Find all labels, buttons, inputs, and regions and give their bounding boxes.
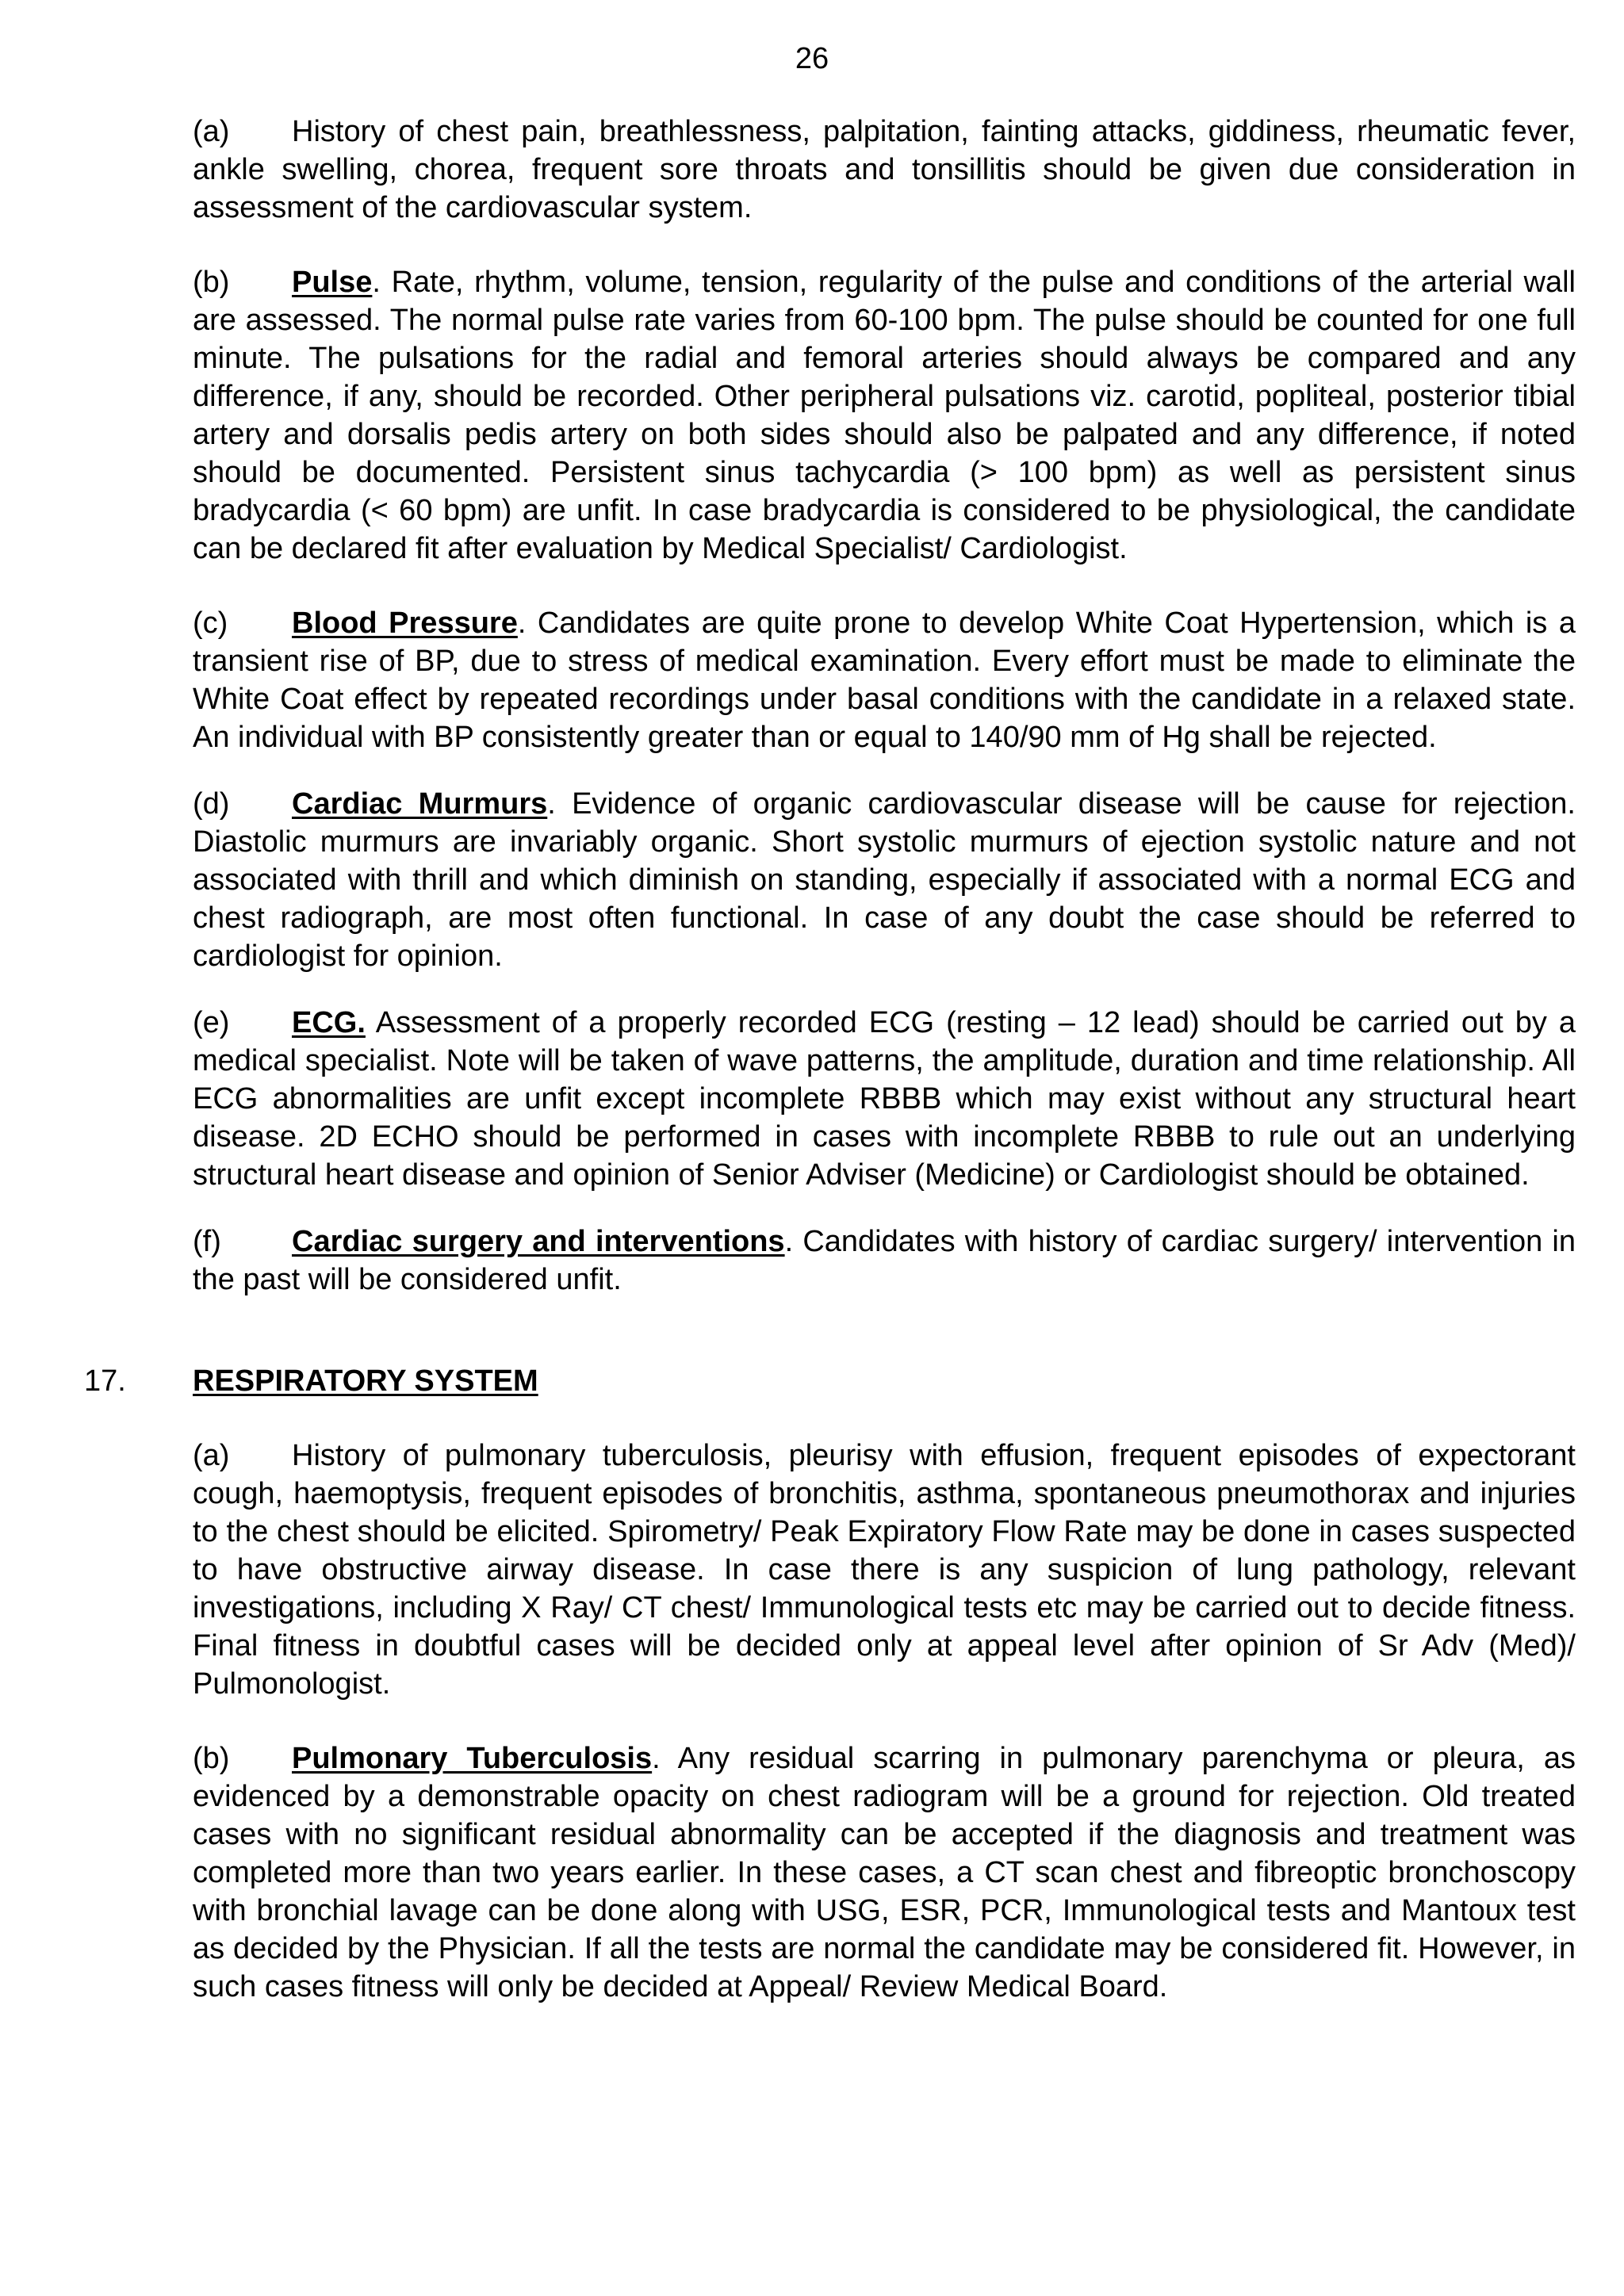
paragraph-label: (e) [193,1006,230,1039]
paragraph-label: (c) [193,607,228,640]
paragraph-label: (f) [193,1225,221,1258]
paragraph-text: . Rate, rhythm, volume, tension, regularity of the pulse and conditions of the arterial wall are assessed. The normal pulse rate varies from 60-100 bpm. The pulse should be counted for one full minute. The pulsations for the radial and femoral arteries should always be compared and any difference, if any, should be recorded. Other peripheral pulsations viz. carotid, popliteal, posterior tibial artery and dorsalis pedis artery on both sides should also be palpated and any difference, if noted should be documented. Persistent sinus tachycardia (> 100 bpm) as well as persistent sinus bradycardia (< 60 bpm) are unfit. In case bradycardia is considered to be physiological, the candidate can be declared fit after evaluation by Medical Specialist/ Cardiologist. [193,266,1576,565]
paragraph-label: (d) [193,787,230,821]
ecg-heading: ECG. [292,1006,366,1039]
cardiac-surgery-heading: Cardiac surgery and interventions [292,1225,785,1258]
paragraph-cardiac-surgery [193,1223,1576,1299]
paragraph-text: . Candidates are quite prone to develop White Coat Hypertension, which is a transient rise of BP, due to stress of medical examination. Every effort must be made to eliminate the White Coat effect by repeated recordings under basal conditions with the candidate in a relaxed state. An individual with BP consistently greater than or equal to 140/90 mm of Hg shall be rejected. [193,607,1576,754]
pulmonary-tuberculosis-heading: Pulmonary Tuberculosis [292,1742,653,1775]
paragraph-blood-pressure [193,604,1576,756]
paragraph-history-respiratory [193,1437,1576,1703]
paragraph-text: History of pulmonary tuberculosis, pleurisy with effusion, frequent episodes of expectorant cough, haemoptysis, frequent episodes of bronchitis, asthma, spontaneous pneumothorax and injuries to the chest should be elicited. Spirometry/ Peak Expiratory Flow Rate may be done in cases suspected to have obstructive airway disease. In case there is any suspicion of lung pathology, relevant investigations, including X Ray/ CT chest/ Immunological tests etc may be carried out to decide fitness. Final fitness in doubtful cases will be decided only at appeal level after opinion of Sr Adv (Med)/ Pulmonologist. [193,1439,1576,1701]
section-title: RESPIRATORY SYSTEM [193,1364,538,1398]
paragraph-ecg [193,1004,1576,1194]
paragraph-text: Assessment of a properly recorded ECG (resting – 12 lead) should be carried out by a medical specialist. Note will be taken of wave patterns, the amplitude, duration and time relationship. All ECG abnormalities are unfit except incomplete RBBB which may exist without any structural heart disease. 2D ECHO should be performed in cases with incomplete RBBB to rule out an underlying structural heart disease and opinion of Senior Adviser (Medicine) or Cardiologist should be obtained. [193,1006,1576,1192]
paragraph-label: (a) [193,1439,230,1472]
paragraph-text: History of chest pain, breathlessness, palpitation, fainting attacks, giddiness, rheumatic fever, ankle swelling, chorea, frequent sore throats and tonsillitis should be given due consideration in assessment of the cardiovascular system. [193,115,1576,224]
section-heading-respiratory [84,1362,1576,1400]
paragraph-text: . Candidates with history of cardiac surgery/ intervention in the past will be considered unfit. [193,1225,1576,1296]
paragraph-text: . Any residual scarring in pulmonary parenchyma or pleura, as evidenced by a demonstrable opacity on chest radiogram will be a ground for rejection. Old treated cases with no significant residual abnormality can be accepted if the diagnosis and treatment was completed more than two years earlier. In these cases, a CT scan chest and fibreoptic bronchoscopy with bronchial lavage can be done along with USG, ESR, PCR, Immunological tests and Mantoux test as decided by the Physician. If all the tests are normal the candidate may be considered fit. However, in such cases fitness will only be decided at Appeal/ Review Medical Board. [193,1742,1576,2003]
paragraph-pulmonary-tuberculosis [193,1739,1576,2006]
paragraph-history-cardio [193,113,1576,227]
blood-pressure-heading: Blood Pressure [292,607,518,640]
paragraph-cardiac-murmurs [193,785,1576,975]
paragraph-text: . Evidence of organic cardiovascular disease will be cause for rejection. Diastolic murmurs are invariably organic. Short systolic murmurs of ejection systolic nature and not associated with thrill and which diminish on standing, especially if associated with a normal ECG and chest radiograph, are most often functional. In case of any doubt the case should be referred to cardiologist for opinion. [193,787,1576,973]
paragraph-label: (b) [193,266,230,299]
paragraph-pulse [193,263,1576,568]
paragraph-label: (a) [193,115,230,148]
document-body [84,113,1576,2006]
pulse-heading: Pulse [292,266,373,299]
section-number: 17. [84,1364,126,1398]
paragraph-label: (b) [193,1742,230,1775]
page-number: 26 [795,42,829,75]
cardiac-murmurs-heading: Cardiac Murmurs [292,787,548,821]
